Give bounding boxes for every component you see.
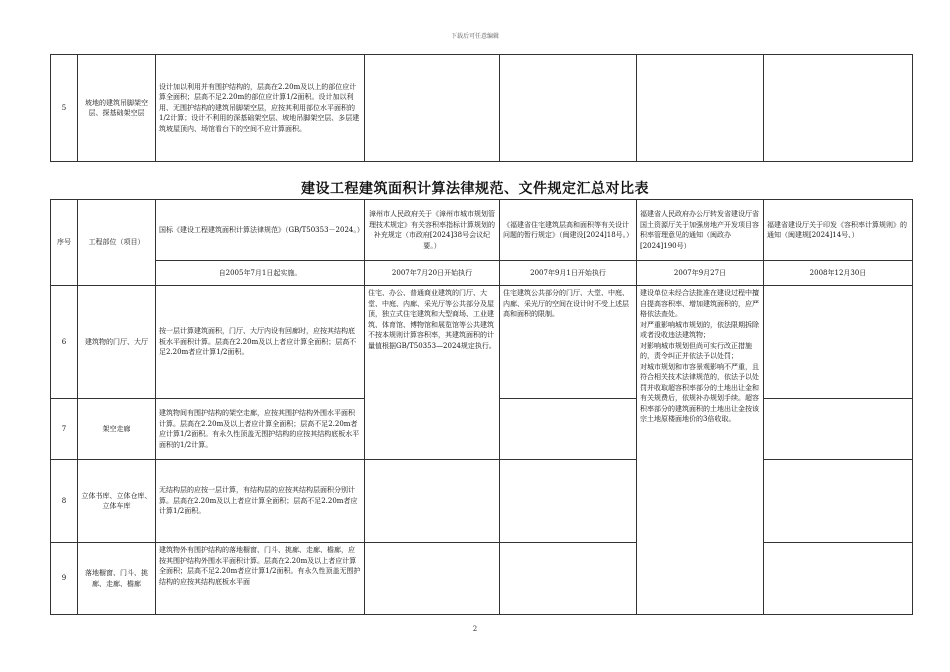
date-fujian-resi: 2007年9月1日开始执行	[500, 261, 637, 286]
national-standard-text: 设计加以利用并有围护结构的，层高在2.20m及以上的部位应计算全面积；层高不足2.20m的部位应计算1/2面积。设计加以利用、无围护结构的建筑吊脚架空层，应按其利用部位水平面积的1/2计算；设计不利用的深基础架空层、坡地吊脚架空层、多层建筑坡屋顶内、场馆看台下的空间不应计算面积。	[156, 55, 365, 162]
table-row	[51, 543, 913, 615]
national-standard-text: 建筑物间有围护结构的架空走廊，应按其围护结构外围水平面积计算。层高在2.20m及以上者应计算全面积；层高不足2.20m者应计算1/2面积。有永久性顶盖无围护结构的应按其结构底板水平面积的1/2计算。	[156, 399, 365, 460]
page-number: 2	[472, 625, 478, 633]
header-zhangzhou: 漳州市人民政府关于《漳州市城市规划管理技术规定》有关容积率指标计算规划的补充规定（市政府[2024]38号会议纪要。）	[365, 200, 500, 261]
fujian-resi-text: 住宅建筑公共部分的门厅、大堂、中庭、内廊、采光厅的空间在设计时不受上述层高和面积的限制。	[500, 286, 637, 399]
top-table	[50, 54, 913, 162]
date-row	[51, 261, 913, 286]
project-part: 落地橱窗、门斗、挑廊、走廊、檐廊	[78, 543, 156, 615]
row-number: 9	[51, 543, 78, 615]
national-standard-text: 按一层计算建筑面积，门厅、大厅内设有回廊时，应按其结构底板水平面积计算。层高在2.20m及以上者应计算全面积；层高不足2.20m者应计算1/2面积。	[156, 286, 365, 399]
row-number: 6	[51, 286, 78, 399]
project-part: 建筑物的门厅、大厅	[78, 286, 156, 399]
national-standard-text: 建筑物外有围护结构的落地橱窗、门斗、挑廊、走廊、檐廊，应按其围护结构外围水平面积计算。层高在2.20m及以上者应计算全面积；层高不足2.20m者应计算1/2面积。有永久性顶盖无围护结构的应按其结构底板水平面	[156, 543, 365, 615]
date-fujian-office: 2007年9月27日	[637, 261, 764, 286]
empty-cell	[500, 399, 637, 460]
row-number: 7	[51, 399, 78, 460]
fujian-office-text: 建设单位未经合法批准在建设过程中擅自提高容积率、增加建筑面积的，应严格依法查处。 对严重影响城市规划的，依法限期拆除或者没收违法建筑物； 对影响城市规划但尚可实行改正措施的，责令纠正并依法予以处罚； 对城市规划和市容景观影响不严重，且符合相关技术法律规范的，依法予以处罚并收取超容积率部分的土地出让金和有关规费后，依规补办规划手续。超容积率部分的建筑面积的土地出让金按该宗土地原楼面地价的3倍收取。	[637, 286, 764, 615]
date-zhangzhou: 2007年7月20日开始执行	[365, 261, 500, 286]
empty-cell	[764, 543, 913, 615]
date-national: 自2005年7月1日起实施。	[156, 261, 365, 286]
empty-cell	[365, 55, 500, 162]
project-part: 坡地的建筑吊脚架空层、探基础架空层	[78, 55, 156, 162]
empty-cell	[500, 460, 637, 543]
national-standard-text: 无结构层的应按一层计算，有结构层的应按其结构层面积分别计算。层高在2.20m及以上者应计算全面积；层高不足2.20m者应计算1/2面积。	[156, 460, 365, 543]
header-national: 国标《建设工程建筑面积计算法律规范》（GB/T50353－2024。）	[156, 200, 365, 261]
row-number: 8	[51, 460, 78, 543]
empty-cell	[500, 543, 637, 615]
header-fujian-resi: 《福建省住宅建筑层高和面积等有关设计问题的暂行规定》（闽建设[2024]18号。）	[500, 200, 637, 261]
header-fujian-office: 福建省人民政府办公厅转发省建设厅省国土资源厅关于加强房地产开发项目容积率管理意见的通知（闽政办[2024]190号）	[637, 200, 764, 261]
comparison-table	[50, 199, 913, 615]
date-fujian-far: 2008年12月30日	[764, 261, 913, 286]
table-row	[51, 55, 913, 162]
empty-cell	[365, 460, 500, 543]
table-row	[51, 460, 913, 543]
empty-cell	[764, 55, 913, 162]
empty-cell	[637, 55, 764, 162]
zhangzhou-text: 住宅、办公、普通商业建筑的门厅、大堂、中庭、内廊、采光厅等公共部分及屋顶，独立式住宅建筑和大型商场、工业建筑、体育馆、博物馆和展览馆等公共建筑不按本规则计算容积率，其建筑面积的计量值根据GB/T50353—2024规定执行。	[365, 286, 500, 460]
project-part: 架空走廊	[78, 399, 156, 460]
header-fujian-far: 福建省建设厅关于印发《容积率计算规则》的通知（闽建规[2024]14号、）	[764, 200, 913, 261]
empty-cell	[764, 399, 913, 460]
project-part: 立体书库、立体仓库、立体车库	[78, 460, 156, 543]
row-number: 5	[51, 55, 78, 162]
empty-cell	[764, 460, 913, 543]
table-row	[51, 286, 913, 399]
empty-cell	[500, 55, 637, 162]
header-note: 下载后可任意编辑	[450, 33, 499, 40]
empty-cell	[764, 286, 913, 399]
empty-cell	[365, 543, 500, 615]
header-seq: 序号	[51, 200, 78, 286]
header-row	[51, 200, 913, 261]
page-title: 建设工程建筑面积计算法律规范、文件规定汇总对比表	[301, 181, 649, 197]
header-part: 工程部位（项目）	[78, 200, 156, 286]
